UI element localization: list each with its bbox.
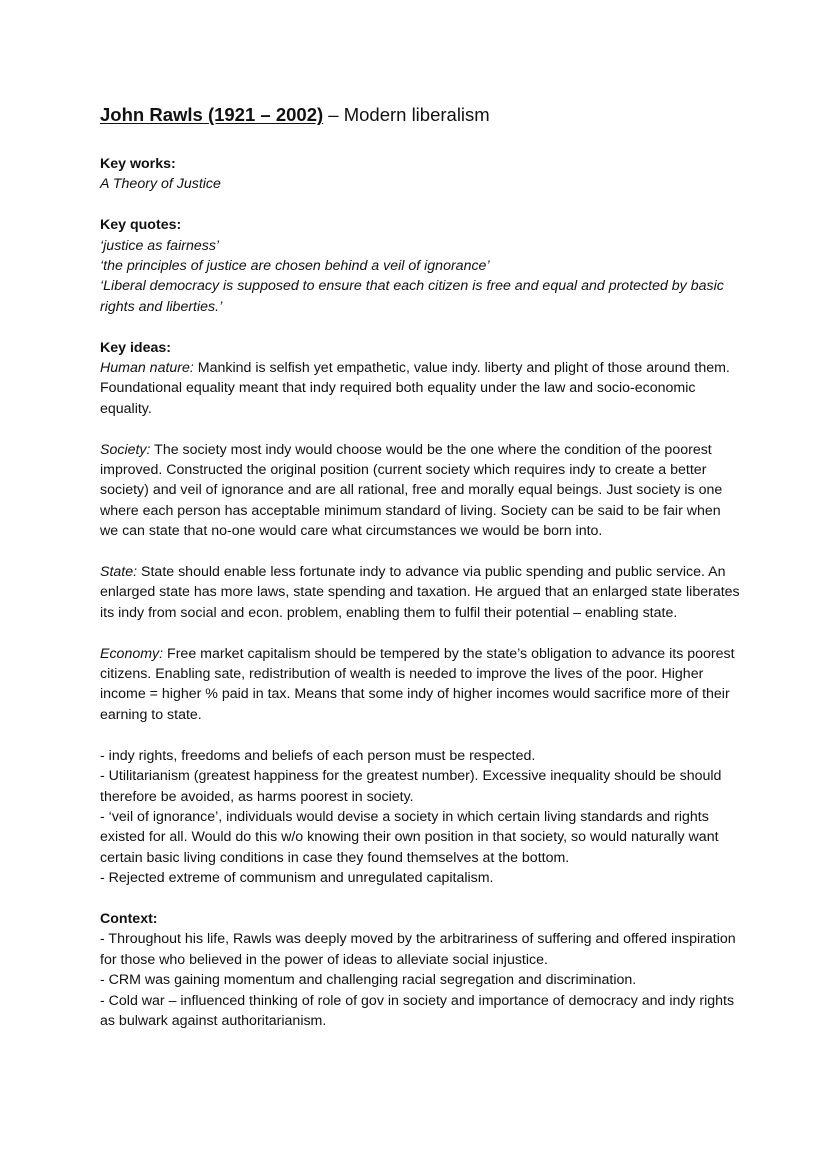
document-page <box>100 101 740 1031</box>
idea-paragraph-society <box>100 440 740 542</box>
key-works-section <box>100 154 740 195</box>
idea-text: The society most indy would choose would be the one where the condition of the poorest improved. Constructed the original position (current society which requires indy to create a better society) and veil of ignorance and are all rational, free and morally equal beings. Just society is one where each person has acceptable minimum standard of living. Society can be said to be fair when we can state that no-one would care what circumstances we would be born into. <box>100 441 723 540</box>
key-work-item: A Theory of Justice <box>100 176 221 193</box>
quote-item: ‘Liberal democracy is supposed to ensure that each citizen is free and equal and protected by basic rights and liberties.’ <box>100 278 724 315</box>
title-subtitle: – Modern liberalism <box>323 104 490 125</box>
idea-label: State: <box>100 564 138 581</box>
list-item: - CRM was gaining momentum and challenging racial segregation and discrimination. <box>100 972 637 989</box>
key-ideas-heading: Key ideas: <box>100 339 171 356</box>
idea-text: Free market capitalism should be tempered by the state’s obligation to advance its poorest citizens. Enabling sate, redistribution of wealth is needed to improve the lives of the poor. Higher income = higher % paid in tax. Means that some indy of higher incomes would sacrifice more of their earning to state. <box>100 645 735 723</box>
idea-paragraph-human-nature <box>100 358 740 419</box>
idea-label: Economy: <box>100 645 164 662</box>
list-item: - indy rights, freedoms and beliefs of each person must be respected. <box>100 747 536 764</box>
key-quotes-section <box>100 215 740 317</box>
idea-paragraph-state <box>100 562 740 623</box>
key-works-heading: Key works: <box>100 156 176 172</box>
context-section <box>100 909 740 1031</box>
list-item: - Throughout his life, Rawls was deeply moved by the arbitrariness of suffering and offered inspiration for those who believed in the power of ideas to alleviate social injustice. <box>100 931 736 968</box>
key-quotes-heading: Key quotes: <box>100 217 182 234</box>
key-ideas-section <box>100 338 740 889</box>
list-item: - ‘veil of ignorance’, individuals would devise a society in which certain living standards and rights existed for all. Would do this w/o knowing their own position in that society, so would naturally want certain basic living conditions in case they found themselves at the bottom. <box>100 808 719 866</box>
idea-label: Society: <box>100 441 151 458</box>
key-ideas-bullet-list <box>100 746 740 889</box>
quote-item: ‘the principles of justice are chosen behind a veil of ignorance’ <box>100 258 490 275</box>
idea-paragraph-economy <box>100 644 740 726</box>
quote-item: ‘justice as fairness’ <box>100 237 220 254</box>
list-item: - Utilitarianism (greatest happiness for the greatest number). Excessive inequality should be should therefore be avoided, as harms poorest in society. <box>100 768 722 805</box>
idea-text: State should enable less fortunate indy to advance via public spending and public service. An enlarged state has more laws, state spending and taxation. He argued that an enlarged state liberates its indy from social and econ. problem, enabling them to fulfil their potential – enabling state. <box>100 564 740 621</box>
idea-label: Human nature: <box>100 360 194 377</box>
list-item: - Rejected extreme of communism and unregulated capitalism. <box>100 870 494 887</box>
document-title <box>100 101 740 129</box>
title-name-dates: John Rawls (1921 – 2002) <box>100 104 324 125</box>
context-heading: Context: <box>100 910 158 927</box>
list-item: - Cold war – influenced thinking of role of gov in society and importance of democracy and indy rights as bulwark against authoritarianism. <box>100 992 735 1029</box>
idea-text: Mankind is selfish yet empathetic, value indy. liberty and plight of those around them. Foundational equality meant that indy required both equality under the law and socio-economic equality. <box>100 360 730 417</box>
